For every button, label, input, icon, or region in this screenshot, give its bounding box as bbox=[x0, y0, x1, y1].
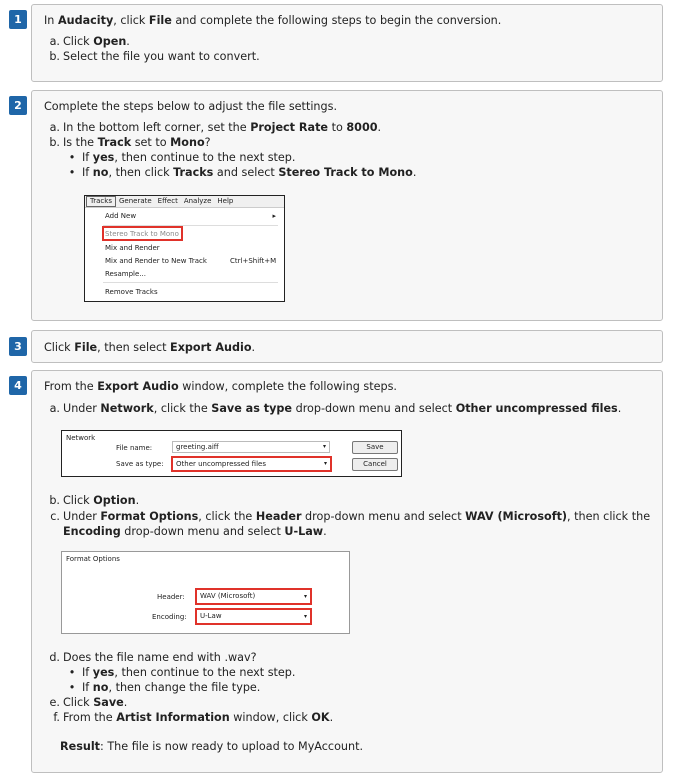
field-name: Header bbox=[255, 510, 302, 523]
menu-help: Help bbox=[217, 197, 234, 205]
step-1-item-b bbox=[46, 50, 260, 63]
step-number-badge: 1 bbox=[9, 10, 27, 29]
format-options-label: Format Options bbox=[66, 555, 120, 563]
result-text: : The file is now ready to upload to MyAccount. bbox=[100, 740, 364, 753]
menu-generate: Generate bbox=[118, 197, 152, 205]
setting-name: Track bbox=[97, 136, 132, 149]
step-4-item-f bbox=[46, 711, 333, 724]
bullet-icon: • bbox=[68, 681, 76, 694]
step-number-badge: 4 bbox=[9, 376, 27, 395]
step-4-item-c bbox=[46, 510, 650, 523]
list-label: a. bbox=[49, 35, 60, 48]
command-name: Open bbox=[93, 35, 127, 48]
text: Under bbox=[63, 402, 101, 415]
step-4-result bbox=[60, 740, 363, 753]
step-4-panel bbox=[31, 370, 663, 773]
list-label: a. bbox=[49, 121, 60, 134]
menu-item-remove-tracks: Remove Tracks bbox=[105, 288, 158, 296]
text: . bbox=[329, 711, 334, 724]
bullet-icon: • bbox=[68, 151, 76, 164]
encoding-label: Encoding: bbox=[152, 613, 187, 621]
text: . bbox=[126, 35, 130, 48]
text: If bbox=[82, 151, 93, 164]
menu-item-mix-and-render: Mix and Render bbox=[105, 244, 160, 252]
text: Click bbox=[44, 341, 75, 354]
setting-value: 8000 bbox=[346, 121, 378, 134]
menu-name: Tracks bbox=[173, 166, 214, 179]
text: . bbox=[377, 121, 382, 134]
text: Does the file name end with .wav? bbox=[63, 651, 257, 664]
step-1-panel bbox=[31, 4, 663, 82]
text: If bbox=[82, 681, 93, 694]
list-label: b. bbox=[49, 50, 60, 63]
field-name: Encoding bbox=[63, 525, 121, 538]
step-2-panel bbox=[31, 90, 663, 321]
step-4-item-a bbox=[46, 402, 621, 415]
text: , click the bbox=[153, 402, 212, 415]
step-4-bullet-no bbox=[66, 681, 260, 694]
section-name: Network bbox=[100, 402, 154, 415]
text: Select the file you want to convert. bbox=[63, 50, 260, 63]
step-1-intro bbox=[44, 14, 501, 27]
text: . bbox=[251, 341, 256, 354]
button-name: Option bbox=[93, 494, 136, 507]
option-name: Other uncompressed files bbox=[455, 402, 618, 415]
step-4-intro bbox=[44, 380, 397, 393]
menu-name: File bbox=[148, 14, 172, 27]
step-4-item-d bbox=[46, 651, 257, 664]
save-as-type-label: Save as type: bbox=[116, 460, 164, 468]
text: , then click the bbox=[567, 510, 651, 523]
text: . bbox=[412, 166, 417, 179]
dropdown-caret-icon: ▾ bbox=[303, 593, 307, 600]
step-1-item-a bbox=[46, 35, 130, 48]
step-4-bullet-yes bbox=[66, 666, 295, 679]
list-label: b. bbox=[49, 494, 60, 507]
save-as-type-dropdown bbox=[171, 456, 332, 472]
step-3-text bbox=[44, 341, 255, 354]
menu-shortcut: Ctrl+Shift+M bbox=[230, 257, 277, 265]
dropdown-caret-icon: ▾ bbox=[323, 460, 327, 467]
text: set to bbox=[131, 136, 171, 149]
text: Click bbox=[63, 35, 94, 48]
tracks-menu-screenshot bbox=[84, 195, 285, 302]
option-name: U-Law bbox=[284, 525, 324, 538]
encoding-dropdown bbox=[195, 608, 312, 625]
dropdown-caret-icon: ▾ bbox=[303, 613, 307, 620]
list-label: f. bbox=[53, 711, 60, 724]
format-options-screenshot bbox=[61, 551, 350, 634]
highlight-box bbox=[102, 226, 183, 241]
step-4-item-e bbox=[46, 696, 127, 709]
file-name-label: File name: bbox=[116, 444, 153, 452]
command-name: Export Audio bbox=[170, 341, 252, 354]
answer: yes bbox=[92, 151, 115, 164]
app-name: Audacity bbox=[57, 14, 114, 27]
text: Is the bbox=[63, 136, 98, 149]
text: window, click bbox=[229, 711, 312, 724]
text: In the bottom left corner, set the bbox=[63, 121, 251, 134]
text: and complete the following steps to begin the conversion. bbox=[171, 14, 502, 27]
text: . bbox=[617, 402, 622, 415]
command-name: Stereo Track to Mono bbox=[278, 166, 413, 179]
save-dialog-screenshot bbox=[61, 430, 402, 477]
step-number-badge: 3 bbox=[9, 337, 27, 356]
text: , then change the file type. bbox=[108, 681, 261, 694]
file-name-field bbox=[172, 441, 330, 453]
option-name: WAV (Microsoft) bbox=[465, 510, 568, 523]
file-name-value: greeting.aiff bbox=[176, 443, 219, 451]
text: drop-down menu and select bbox=[120, 525, 285, 538]
step-4-item-b bbox=[46, 494, 139, 507]
text: Click bbox=[63, 494, 94, 507]
menu-item-resample: Resample... bbox=[105, 270, 146, 278]
step-2-item-b bbox=[46, 136, 211, 149]
text: drop-down menu and select bbox=[301, 510, 466, 523]
bullet-icon: • bbox=[68, 166, 76, 179]
submenu-arrow-icon: ▸ bbox=[272, 212, 276, 220]
section-name: Format Options bbox=[100, 510, 199, 523]
menu-effect: Effect bbox=[157, 197, 178, 205]
window-name: Artist Information bbox=[116, 711, 230, 724]
answer: yes bbox=[92, 666, 115, 679]
answer: no bbox=[92, 166, 109, 179]
text: From the bbox=[44, 380, 98, 393]
field-name: Save as type bbox=[211, 402, 293, 415]
text: , then continue to the next step. bbox=[114, 666, 296, 679]
setting-value: Mono bbox=[170, 136, 205, 149]
setting-name: Project Rate bbox=[250, 121, 329, 134]
text: If bbox=[82, 166, 93, 179]
button-name: Save bbox=[93, 696, 124, 709]
text: , then select bbox=[97, 341, 171, 354]
save-as-type-value: Other uncompressed files bbox=[176, 460, 266, 468]
network-label: Network bbox=[66, 434, 96, 442]
menu-separator bbox=[103, 282, 278, 283]
dropdown-caret-icon: ▾ bbox=[322, 443, 326, 450]
menu-item-add-new: Add New bbox=[105, 212, 137, 220]
button-name: OK bbox=[311, 711, 330, 724]
menu-analyze: Analyze bbox=[183, 197, 212, 205]
list-label: a. bbox=[49, 402, 60, 415]
text: to bbox=[328, 121, 347, 134]
result-label: Result bbox=[60, 740, 101, 753]
step-3-panel bbox=[31, 330, 663, 363]
list-label: b. bbox=[49, 136, 60, 149]
text: ? bbox=[204, 136, 211, 149]
text: , then continue to the next step. bbox=[114, 151, 296, 164]
step-2-bullet-no bbox=[66, 166, 416, 179]
text: In bbox=[44, 14, 58, 27]
text: , then click bbox=[108, 166, 174, 179]
text: and select bbox=[213, 166, 279, 179]
header-value: WAV (Microsoft) bbox=[200, 592, 256, 600]
step-2-item-a bbox=[46, 121, 381, 134]
text: . bbox=[135, 494, 140, 507]
text: Under bbox=[63, 510, 101, 523]
text: , click the bbox=[198, 510, 256, 523]
bullet-icon: • bbox=[68, 666, 76, 679]
text: From the bbox=[63, 711, 117, 724]
text: . bbox=[323, 525, 327, 538]
text: . bbox=[123, 696, 128, 709]
menu-bar bbox=[85, 196, 284, 208]
cancel-button: Cancel bbox=[352, 458, 398, 471]
step-number-badge: 2 bbox=[9, 96, 27, 115]
text: window, complete the following steps. bbox=[178, 380, 397, 393]
list-label: e. bbox=[49, 696, 60, 709]
list-label: c. bbox=[50, 510, 60, 523]
menu-item-mix-render-new-track: Mix and Render to New Track bbox=[105, 257, 207, 265]
step-2-intro: Complete the steps below to adjust the file settings. bbox=[44, 100, 338, 113]
list-label: d. bbox=[49, 651, 60, 664]
header-dropdown bbox=[195, 588, 312, 605]
menu-tracks: Tracks bbox=[86, 196, 116, 207]
text: If bbox=[82, 666, 93, 679]
encoding-value: U-Law bbox=[200, 612, 222, 620]
window-name: Export Audio bbox=[97, 380, 179, 393]
text: , click bbox=[113, 14, 149, 27]
save-button: Save bbox=[352, 441, 398, 454]
answer: no bbox=[92, 681, 109, 694]
header-label: Header: bbox=[157, 593, 185, 601]
step-4-item-c-continued bbox=[63, 525, 327, 538]
step-2-bullet-yes bbox=[66, 151, 295, 164]
text: drop-down menu and select bbox=[292, 402, 456, 415]
menu-name: File bbox=[74, 341, 98, 354]
text: Click bbox=[63, 696, 94, 709]
menu-item-stereo-to-mono: Stereo Track to Mono bbox=[105, 230, 179, 238]
